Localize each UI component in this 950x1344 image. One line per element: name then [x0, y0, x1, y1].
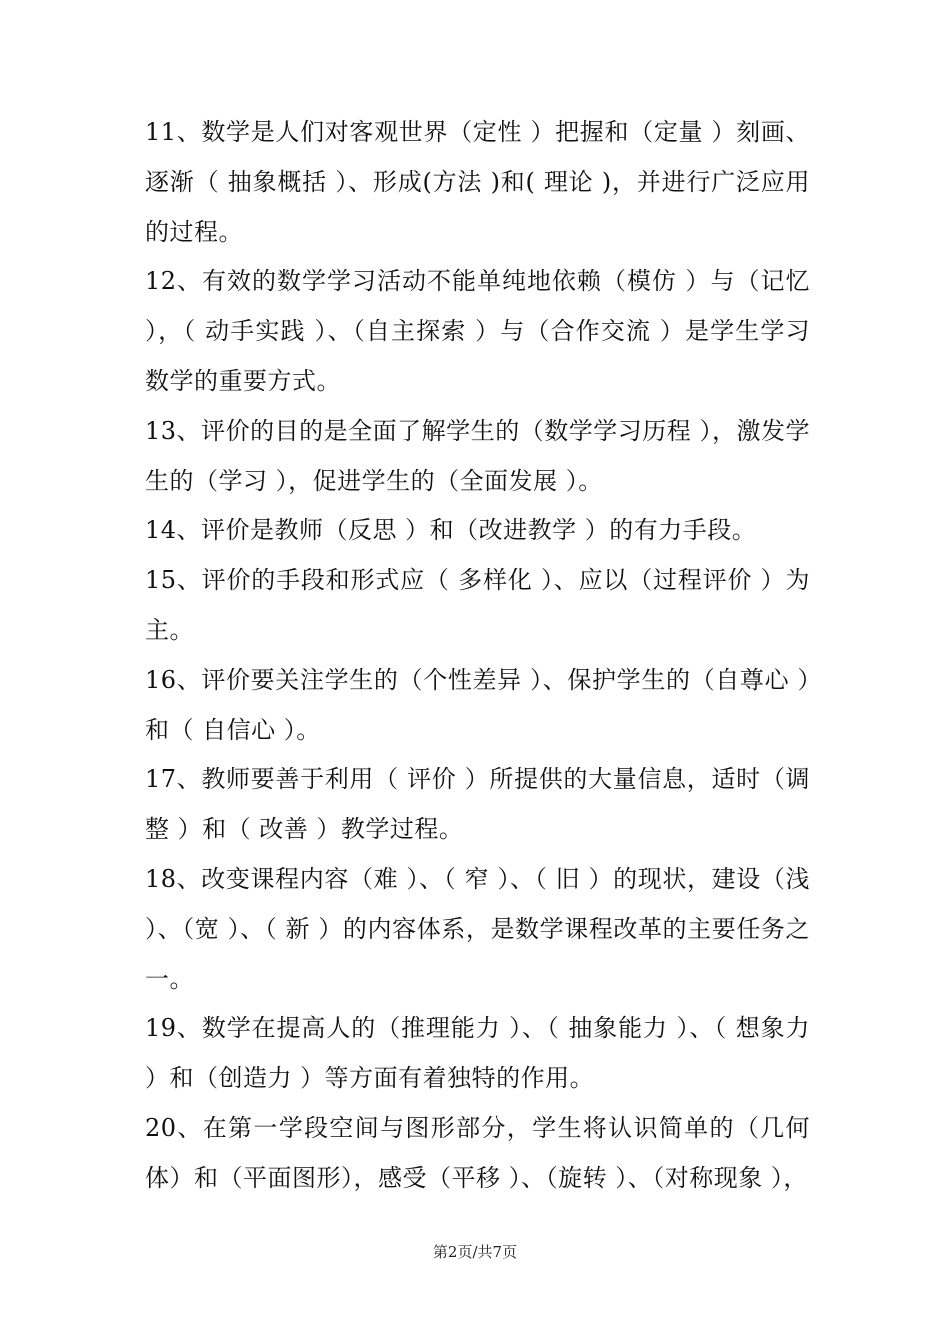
question-list	[145, 108, 810, 1204]
question-16: 16、评价要关注学生的（个性差异 ）、保护学生的（自尊心 ）和（ 自信心 ）。	[145, 665, 810, 744]
question-13: 13、评价的目的是全面了解学生的（数学学习历程 ），激发学生的（学习 ），促进学生的（全面发展 ）。	[145, 416, 810, 495]
question-17: 17、教师要善于利用（ 评价 ）所提供的大量信息，适时（调整 ）和（ 改善 ）教学过程。	[145, 765, 810, 844]
page-number-footer: 第2页/共7页	[432, 1243, 518, 1261]
question-14: 14、评价是教师（反思 ）和（改进教学 ）的有力手段。	[145, 516, 757, 545]
question-15: 15、评价的手段和形式应（ 多样化 ）、应以（过程评价 ）为主。	[145, 566, 810, 644]
question-20: 20、在第一学段空间与图形部分，学生将认识简单的（几何体）和（平面图形），感受（平移 ）、（旋转 ）、（对称现象 ），	[145, 1113, 810, 1192]
question-18: 18、改变课程内容（难 ）、（ 窄 ）、（ 旧 ）的现状，建设（浅 ）、（宽 ）、（ 新 ）的内容体系，是数学课程改革的主要任务之一。	[145, 864, 810, 993]
question-11: 11、数学是人们对客观世界（定性 ）把握和（定量 ）刻画、逐渐（ 抽象概括 ）、形成(方法 )和( 理论 )，并进行广泛应用的过程。	[145, 118, 810, 246]
question-12: 12、有效的数学学习活动不能单纯地依赖（模仿 ）与（记忆 ），（ 动手实践 ）、（自主探索 ）与（合作交流 ）是学生学习数学的重要方式。	[145, 267, 810, 395]
question-19: 19、数学在提高人的（推理能力 ）、（ 抽象能力 ）、（ 想象力 ）和（创造力 ）等方面有着独特的作用。	[145, 1014, 810, 1093]
